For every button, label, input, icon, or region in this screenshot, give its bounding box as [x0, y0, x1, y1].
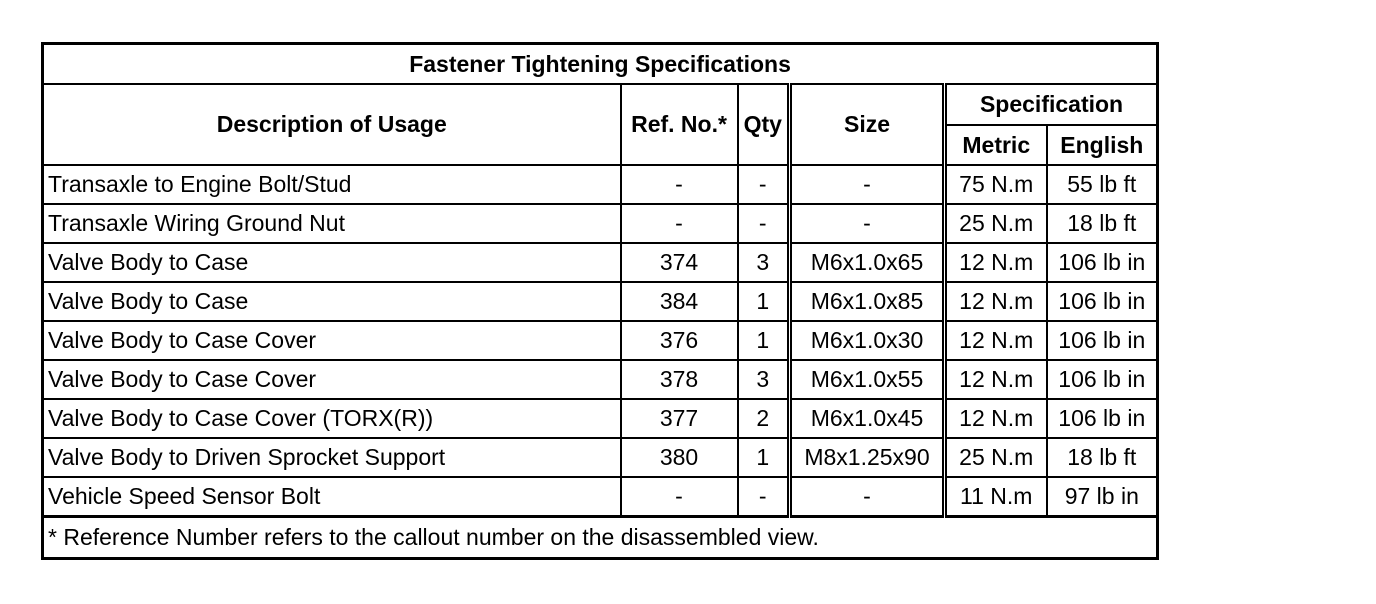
cell-metric: 12 N.m [945, 243, 1047, 282]
cell-qty: 2 [738, 399, 790, 438]
cell-ref-no: - [621, 165, 738, 204]
cell-ref-no: - [621, 477, 738, 517]
table-row [43, 360, 1158, 399]
cell-description: Valve Body to Case Cover (TORX(R)) [43, 399, 621, 438]
cell-size: M6x1.0x45 [790, 399, 945, 438]
cell-qty: - [738, 204, 790, 243]
cell-metric: 12 N.m [945, 360, 1047, 399]
cell-ref-no: - [621, 204, 738, 243]
cell-qty: 1 [738, 321, 790, 360]
cell-qty: - [738, 477, 790, 517]
fastener-spec-table [41, 42, 1159, 560]
cell-description: Valve Body to Driven Sprocket Support [43, 438, 621, 477]
cell-description: Valve Body to Case [43, 243, 621, 282]
cell-english: 106 lb in [1047, 282, 1158, 321]
cell-english: 106 lb in [1047, 243, 1158, 282]
table-row [43, 243, 1158, 282]
cell-metric: 25 N.m [945, 438, 1047, 477]
cell-ref-no: 376 [621, 321, 738, 360]
cell-english: 18 lb ft [1047, 204, 1158, 243]
header-metric: Metric [945, 125, 1047, 165]
cell-metric: 11 N.m [945, 477, 1047, 517]
cell-english: 97 lb in [1047, 477, 1158, 517]
cell-description: Valve Body to Case [43, 282, 621, 321]
cell-description: Valve Body to Case Cover [43, 321, 621, 360]
table-row [43, 438, 1158, 477]
cell-metric: 25 N.m [945, 204, 1047, 243]
cell-english: 18 lb ft [1047, 438, 1158, 477]
footnote: * Reference Number refers to the callout number on the disassembled view. [43, 517, 1158, 559]
cell-qty: 3 [738, 243, 790, 282]
header-size: Size [790, 84, 945, 165]
table-row [43, 204, 1158, 243]
table-title: Fastener Tightening Specifications [43, 44, 1158, 85]
cell-qty: 1 [738, 438, 790, 477]
cell-ref-no: 374 [621, 243, 738, 282]
header-description: Description of Usage [43, 84, 621, 165]
cell-metric: 12 N.m [945, 282, 1047, 321]
cell-english: 106 lb in [1047, 360, 1158, 399]
table-row [43, 282, 1158, 321]
cell-metric: 12 N.m [945, 321, 1047, 360]
cell-ref-no: 377 [621, 399, 738, 438]
header-qty: Qty [738, 84, 790, 165]
cell-size: M6x1.0x85 [790, 282, 945, 321]
cell-size: M6x1.0x30 [790, 321, 945, 360]
cell-size: M6x1.0x65 [790, 243, 945, 282]
header-ref-no: Ref. No.* [621, 84, 738, 165]
cell-english: 106 lb in [1047, 399, 1158, 438]
header-specification: Specification [945, 84, 1158, 125]
cell-ref-no: 384 [621, 282, 738, 321]
table-row [43, 399, 1158, 438]
table-row [43, 165, 1158, 204]
cell-english: 55 lb ft [1047, 165, 1158, 204]
cell-size: - [790, 477, 945, 517]
cell-metric: 12 N.m [945, 399, 1047, 438]
cell-size: - [790, 165, 945, 204]
cell-size: - [790, 204, 945, 243]
cell-qty: 3 [738, 360, 790, 399]
header-english: English [1047, 125, 1158, 165]
table-row [43, 477, 1158, 517]
cell-size: M8x1.25x90 [790, 438, 945, 477]
cell-description: Transaxle Wiring Ground Nut [43, 204, 621, 243]
spec-sheet [41, 42, 1159, 560]
cell-description: Vehicle Speed Sensor Bolt [43, 477, 621, 517]
table-row [43, 321, 1158, 360]
cell-english: 106 lb in [1047, 321, 1158, 360]
cell-qty: - [738, 165, 790, 204]
cell-size: M6x1.0x55 [790, 360, 945, 399]
cell-metric: 75 N.m [945, 165, 1047, 204]
cell-ref-no: 380 [621, 438, 738, 477]
cell-description: Transaxle to Engine Bolt/Stud [43, 165, 621, 204]
cell-qty: 1 [738, 282, 790, 321]
cell-description: Valve Body to Case Cover [43, 360, 621, 399]
cell-ref-no: 378 [621, 360, 738, 399]
table-body [43, 165, 1158, 517]
